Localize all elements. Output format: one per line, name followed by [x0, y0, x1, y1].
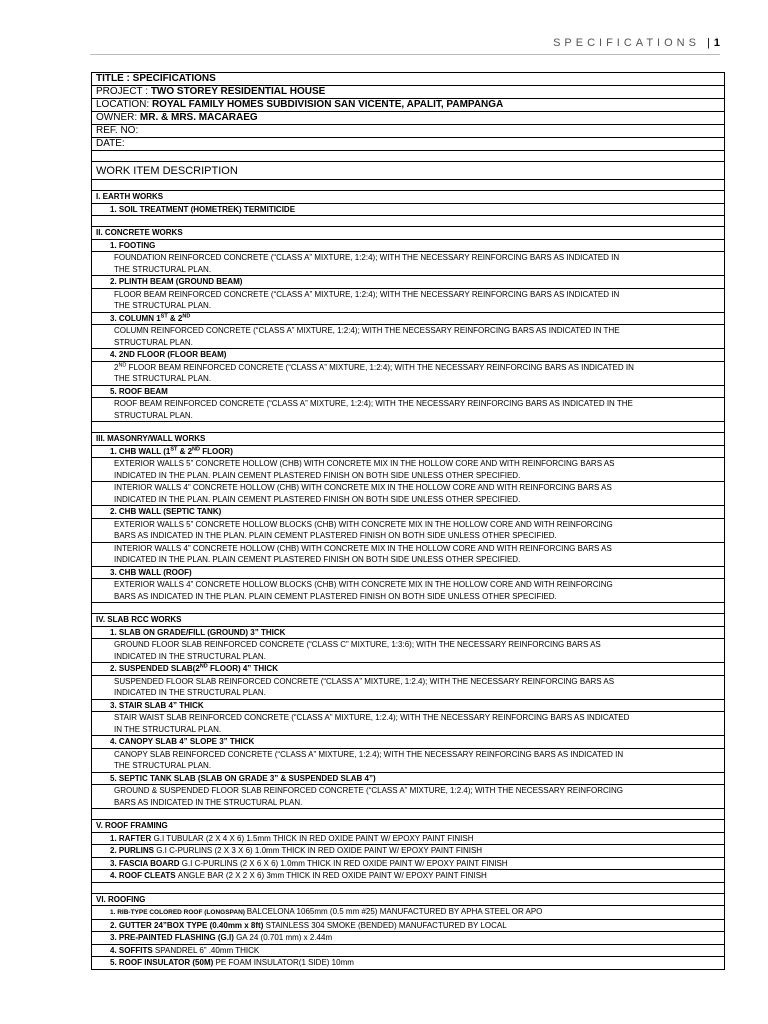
desc-stair-slab: STAIR WAIST SLAB REINFORCED CONCRETE (“CLASS A” MIXTURE, 1:2.4); WITH THE NECESSARY REINFORCING BARS AS INDICATED IN THE STRUCTURAL PLAN. — [92, 712, 725, 736]
page-header-separator: | — [707, 37, 710, 49]
item-suspended-slab: 2. SUSPENDED SLAB(2ND FLOOR) 4” THICK — [92, 663, 725, 676]
item-flashing: 3. PRE-PAINTED FLASHING (G.I) GA 24 (0.701 mm) x 2.44m — [92, 932, 725, 945]
item-stair-slab: 3. STAIR SLAB 4” THICK — [92, 699, 725, 712]
spacer-row — [92, 151, 725, 162]
desc-roof-beam: ROOF BEAM REINFORCED CONCRETE (“CLASS A” MIXTURE, 1:2:4); WITH THE NECESSARY REINFORCING BARS AS INDICATED IN THE STRUCTURAL PLAN. — [92, 398, 725, 422]
item-footing: 1. FOOTING — [92, 239, 725, 252]
item-chb-wall-roof: 3. CHB WALL (ROOF) — [92, 566, 725, 579]
desc-chb-roof-exterior: EXTERIOR WALLS 4” CONCRETE HOLLOW BLOCKS (CHB) WITH CONCRETE MIX IN THE HOLLOW CORE AND WITH REINFORCING BARS AS INDICATED IN THE PLAN. PLAIN CEMENT PLASTERED FINISH ON BOTH SIDE UNLESS OTHER SPECIFIED. — [92, 579, 725, 603]
project-row: PROJECT : TWO STOREY RESIDENTIAL HOUSE — [92, 86, 725, 99]
spacer-row — [92, 603, 725, 614]
page-header — [553, 37, 720, 49]
item-roof-beam: 5. ROOF BEAM — [92, 385, 725, 398]
section-roofing: VI. ROOFING — [92, 893, 725, 906]
page-header-label: SPECIFICATIONS — [553, 37, 700, 49]
spacer-row — [92, 216, 725, 227]
item-fascia-board: 3. FASCIA BOARD G.I C-PURLINS (2 X 6 X 6) 1.0mm THICK IN RED OXIDE PAINT W/ EPOXY PAINT FINISH — [92, 857, 725, 870]
spacer-row — [92, 882, 725, 893]
work-item-heading: WORK ITEM DESCRIPTION — [92, 162, 725, 180]
item-soffits: 4. SOFFITS SPANDREL 6” .40mm THICK — [92, 944, 725, 957]
item-chb-wall-floors: 1. CHB WALL (1ST & 2ND FLOOR) — [92, 445, 725, 458]
desc-floor-beam: 2ND FLOOR BEAM REINFORCED CONCRETE (“CLASS A” MIXTURE, 1:2:4); WITH THE NECESSARY REINFORCING BARS AS INDICATED IN THE STRUCTURAL PLAN. — [92, 361, 725, 385]
section-earth-works: I. EARTH WORKS — [92, 191, 725, 204]
header-rule — [90, 54, 720, 55]
section-slab: IV. SLAB RCC WORKS — [92, 614, 725, 627]
desc-chb-septic-interior: INTERIOR WALLS 4” CONCRETE HOLLOW (CHB) WITH CONCRETE MIX IN THE HOLLOW CORE AND WITH REINFORCING BARS AS INDICATED IN THE PLAN. PLAIN CEMENT PLASTERED FINISH ON BOTH SIDE UNLESS OTHER SPECIFIED. — [92, 542, 725, 566]
page-number: 1 — [713, 37, 720, 49]
item-soil-treatment: 1. SOIL TREATMENT (HOMETREK) TERMITICIDE — [92, 203, 725, 216]
desc-canopy-slab: CANOPY SLAB REINFORCED CONCRETE (“CLASS A” MIXTURE, 1:2.4); WITH THE NECESSARY REINFORCING BARS AS INDICATED IN THE STRUCTURAL PLAN. — [92, 748, 725, 772]
date-row: DATE: — [92, 138, 725, 151]
section-roof-framing: V. ROOF FRAMING — [92, 820, 725, 833]
spacer-row — [92, 422, 725, 433]
item-gutter: 2. GUTTER 24”BOX TYPE (0.40mm x 8ft) STAINLESS 304 SMOKE (BENDED) MANUFACTURED BY LOCAL — [92, 919, 725, 932]
desc-suspended-slab: SUSPENDED FLOOR SLAB REINFORCED CONCRETE (“CLASS A” MIXTURE, 1:2.4); WITH THE NECESSARY REINFORCING BARS AS INDICATED IN THE STRUCTURAL PLAN. — [92, 675, 725, 699]
specification-table — [91, 72, 725, 970]
desc-septic-tank-slab: GROUND & SUSPENDED FLOOR SLAB REINFORCED CONCRETE (“CLASS A” MIXTURE, 1:2.4); WITH THE NECESSARY REINFORCING BARS AS INDICATED IN THE STRUCTURAL PLAN. — [92, 785, 725, 809]
owner-row: OWNER: MR. & MRS. MACARAEG — [92, 112, 725, 125]
desc-chb-interior: INTERIOR WALLS 4” CONCRETE HOLLOW (CHB) WITH CONCRETE MIX IN THE HOLLOW CORE AND WITH REINFORCING BARS AS INDICATED IN THE PLAN. PLAIN CEMENT PLASTERED FINISH ON BOTH SIDE UNLESS OTHER SPECIFIED. — [92, 482, 725, 506]
section-masonry: III. MASONRY/WALL WORKS — [92, 433, 725, 446]
ref-no-row: REF. NO: — [92, 125, 725, 138]
desc-footing: FOUNDATION REINFORCED CONCRETE (“CLASS A” MIXTURE, 1:2:4); WITH THE NECESSARY REINFORCING BARS AS INDICATED IN THE STRUCTURAL PLAN. — [92, 252, 725, 276]
item-roof-cleats: 4. ROOF CLEATS ANGLE BAR (2 X 2 X 6) 3mm THICK IN RED OXIDE PAINT W/ EPOXY PAINT FINISH — [92, 870, 725, 883]
desc-column: COLUMN REINFORCED CONCRETE (“CLASS A” MIXTURE, 1:2:4); WITH THE NECESSARY REINFORCING BARS AS INDICATED IN THE STRUCTURAL PLAN. — [92, 325, 725, 349]
item-canopy-slab: 4. CANOPY SLAB 4” SLOPE 3” THICK — [92, 736, 725, 749]
spacer-row — [92, 809, 725, 820]
item-purlins: 2. PURLINS G.I C-PURLINS (2 X 3 X 6) 1.0mm THICK IN RED OXIDE PAINT W/ EPOXY PAINT FINISH — [92, 845, 725, 858]
location-row: LOCATION: ROYAL FAMILY HOMES SUBDIVISION SAN VICENTE, APALIT, PAMPANGA — [92, 99, 725, 112]
section-concrete-works: II. CONCRETE WORKS — [92, 227, 725, 240]
item-rafter: 1. RAFTER G.I TUBULAR (2 X 4 X 6) 1.5mm THICK IN RED OXIDE PAINT W/ EPOXY PAINT FINISH — [92, 832, 725, 845]
item-septic-tank-slab: 5. SEPTIC TANK SLAB (SLAB ON GRADE 3” & SUSPENDED SLAB 4”) — [92, 772, 725, 785]
item-plinth-beam: 2. PLINTH BEAM (GROUND BEAM) — [92, 276, 725, 289]
item-floor-beam: 4. 2ND FLOOR (FLOOR BEAM) — [92, 349, 725, 362]
desc-plinth-beam: FLOOR BEAM REINFORCED CONCRETE (“CLASS A” MIXTURE, 1:2:4); WITH THE NECESSARY REINFORCING BARS AS INDICATED IN THE STRUCTURAL PLAN. — [92, 288, 725, 312]
item-slab-on-grade: 1. SLAB ON GRADE/FILL (GROUND) 3” THICK — [92, 626, 725, 639]
spacer-row — [92, 180, 725, 191]
item-chb-wall-septic: 2. CHB WALL (SEPTIC TANK) — [92, 506, 725, 519]
desc-chb-septic-exterior: EXTERIOR WALLS 5” CONCRETE HOLLOW BLOCKS (CHB) WITH CONCRETE MIX IN THE HOLLOW CORE AND WITH REINFORCING BARS AS INDICATED IN THE PLAN. PLAIN CEMENT PLASTERED FINISH ON BOTH SIDE UNLESS OTHER SPECIFIED. — [92, 518, 725, 542]
desc-slab-on-grade: GROUND FLOOR SLAB REINFORCED CONCRETE (“CLASS C” MIXTURE, 1:3:6); WITH THE NECESSARY REINFORCING BARS AS INDICATED IN THE STRUCTURAL PLAN. — [92, 639, 725, 663]
desc-chb-exterior: EXTERIOR WALLS 5” CONCRETE HOLLOW (CHB) WITH CONCRETE MIX IN THE HOLLOW CORE AND WITH REINFORCING BARS AS INDICATED IN THE PLAN. PLAIN CEMENT PLASTERED FINISH ON BOTH SIDE UNLESS OTHER SPECIFIED. — [92, 458, 725, 482]
item-roof-insulator: 5. ROOF INSULATOR (50M) PE FOAM INSULATOR(1 SIDE) 10mm — [92, 957, 725, 970]
title-row: TITLE : SPECIFICATIONS — [92, 73, 725, 86]
item-column: 3. COLUMN 1ST & 2ND — [92, 312, 725, 325]
item-rib-type-roof: 1. RIB-TYPE COLORED ROOF (LONGSPAN) BALCELONA 1065mm (0.5 mm #25) MANUFACTURED BY APHA STEEL OR APO — [92, 906, 725, 920]
